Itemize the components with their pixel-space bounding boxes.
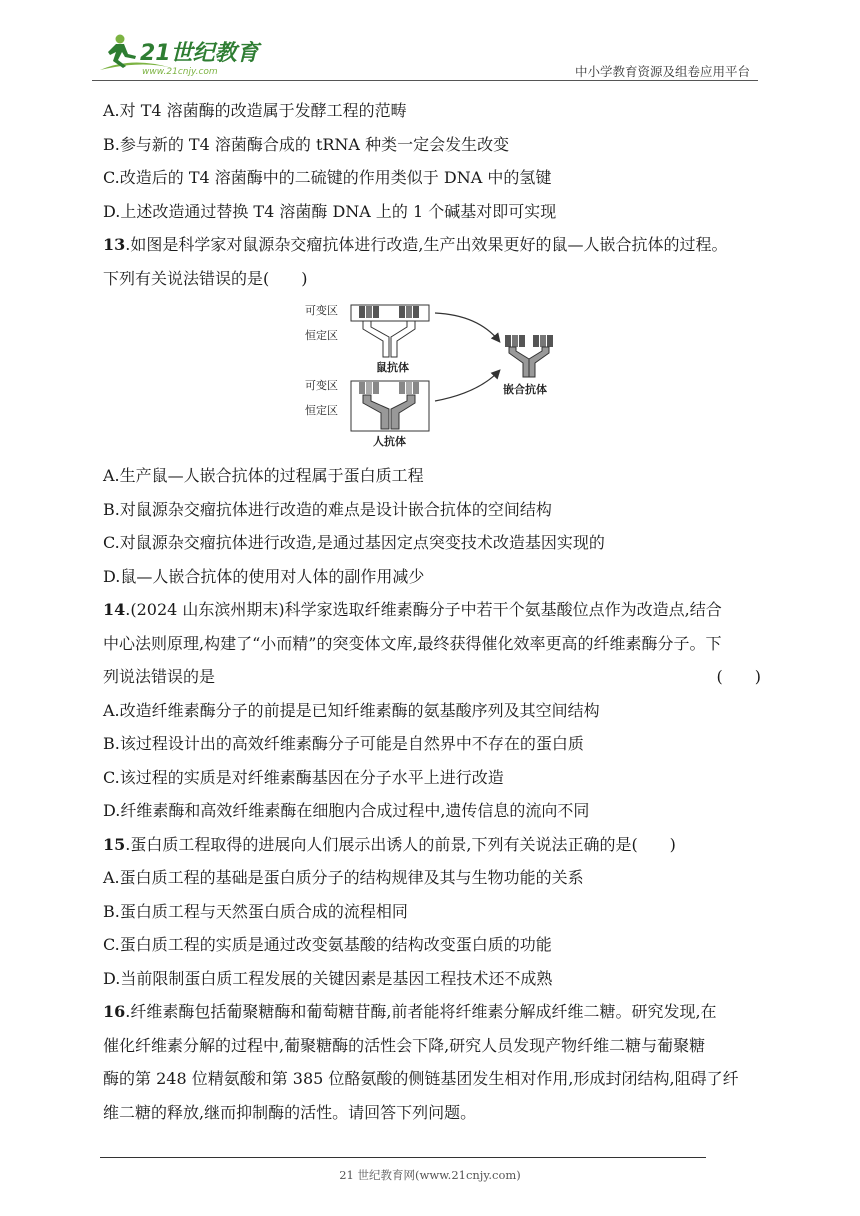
human-antibody-shape <box>351 381 429 431</box>
q13-option-d: D.鼠—人嵌合抗体的使用对人体的副作用减少 <box>103 566 425 586</box>
q14-option-a: A.改造纤维素酶分子的前提是已知纤维素酶的氨基酸序列及其空间结构 <box>103 700 600 720</box>
q16-line3: 酶的第 248 位精氨酸和第 385 位酪氨酸的侧链基团发生相对作用,形成封闭结构,阻碍了纤 <box>103 1069 739 1088</box>
q14-number: 14 <box>103 600 126 619</box>
human-antibody-label: 人抗体 <box>373 435 406 448</box>
q15-number: 15 <box>103 834 126 854</box>
q14-stem-line3: 列说法错误的是 ( ) <box>103 660 761 694</box>
q14-stem-line2: 中心法则原理,构建了“小而精”的突变体文库,最终获得催化效率更高的纤维素酶分子。下 <box>103 633 722 653</box>
q12-option-a: A.对 T4 溶菌酶的改造属于发酵工程的范畴 <box>103 101 407 120</box>
q15-option-a: A.蛋白质工程的基础是蛋白质分子的结构规律及其与生物功能的关系 <box>103 868 584 887</box>
q15-stem: 15.蛋白质工程取得的进展向人们展示出诱人的前景,下列有关说法正确的是( ) <box>103 834 676 854</box>
q16-number: 16 <box>103 1002 126 1021</box>
q13-option-b: B.对鼠源杂交瘤抗体进行改造的难点是设计嵌合抗体的空间结构 <box>103 499 552 519</box>
page-header <box>92 30 758 82</box>
q12-option-c: C.改造后的 T4 溶菌酶中的二硫键的作用类似于 DNA 中的氢键 <box>103 168 552 187</box>
arrow-from-mouse <box>435 313 499 341</box>
mouse-constant-label: 恒定区 <box>305 329 338 342</box>
mouse-antibody-shape <box>351 305 429 357</box>
human-constant-label: 恒定区 <box>305 404 338 417</box>
q13-option-c: C.对鼠源杂交瘤抗体进行改造,是通过基因定点突变技术改造基因实现的 <box>103 533 605 552</box>
q15-option-b: B.蛋白质工程与天然蛋白质合成的流程相同 <box>103 901 408 921</box>
q16-line1: 16.纤维素酶包括葡聚糖酶和葡萄糖苷酶,前者能将纤维素分解成纤维二糖。研究发现,在 <box>103 1002 717 1021</box>
footer-text: 21 世纪教育网(www.21cnjy.com) <box>339 1168 521 1182</box>
logo-text: 21世纪教育 <box>140 41 259 66</box>
q14-stem-line1: 14.(2024 山东滨州期末)科学家选取纤维素酶分子中若干个氨基酸位点作为改造点,结合 <box>103 600 722 619</box>
antibody-figure <box>103 301 763 451</box>
q16-line2: 催化纤维素分解的过程中,葡聚糖酶的活性会下降,研究人员发现产物纤维二糖与葡聚糖 <box>103 1035 706 1055</box>
q16-line4: 维二糖的释放,继而抑制酶的活性。请回答下列问题。 <box>103 1102 477 1122</box>
q13-option-a: A.生产鼠—人嵌合抗体的过程属于蛋白质工程 <box>103 466 424 485</box>
q15-option-d: D.当前限制蛋白质工程发展的关键因素是基因工程技术还不成熟 <box>103 968 553 988</box>
q14-answer-paren: ( ) <box>716 667 761 686</box>
mouse-variable-label: 可变区 <box>305 304 338 317</box>
q12-option-b: B.参与新的 T4 溶菌酶合成的 tRNA 种类一定会发生改变 <box>103 134 510 154</box>
chimeric-antibody-label: 嵌合抗体 <box>503 383 547 396</box>
human-variable-label: 可变区 <box>305 379 338 392</box>
mouse-antibody-label: 鼠抗体 <box>376 361 409 374</box>
document-body <box>103 94 761 1129</box>
q15-option-c: C.蛋白质工程的实质是通过改变氨基酸的结构改变蛋白质的功能 <box>103 935 552 954</box>
logo-21cnjy <box>92 30 262 78</box>
q13-stem-line2: 下列有关说法错误的是( ) <box>103 268 308 288</box>
q14-option-c: C.该过程的实质是对纤维素酶基因在分子水平上进行改造 <box>103 767 504 787</box>
antibody-diagram <box>303 301 563 451</box>
arrow-from-human <box>435 371 499 401</box>
q12-option-d: D.上述改造通过替换 T4 溶菌酶 DNA 上的 1 个碱基对即可实现 <box>103 201 557 221</box>
q14-option-b: B.该过程设计出的高效纤维素酶分子可能是自然界中不存在的蛋白质 <box>103 734 584 753</box>
q13-stem-line1: 13.如图是科学家对鼠源杂交瘤抗体进行改造,生产出效果更好的鼠—人嵌合抗体的过程。 <box>103 235 728 254</box>
header-divider <box>92 80 758 81</box>
platform-name: 中小学教育资源及组卷应用平台 <box>574 64 750 79</box>
q14-option-d: D.纤维素酶和高效纤维素酶在细胞内合成过程中,遗传信息的流向不同 <box>103 801 590 820</box>
chimeric-antibody-shape <box>505 335 553 377</box>
footer-divider <box>100 1157 706 1158</box>
logo-url: www.21cnjy.com <box>142 67 218 77</box>
q13-number: 13 <box>103 235 126 254</box>
